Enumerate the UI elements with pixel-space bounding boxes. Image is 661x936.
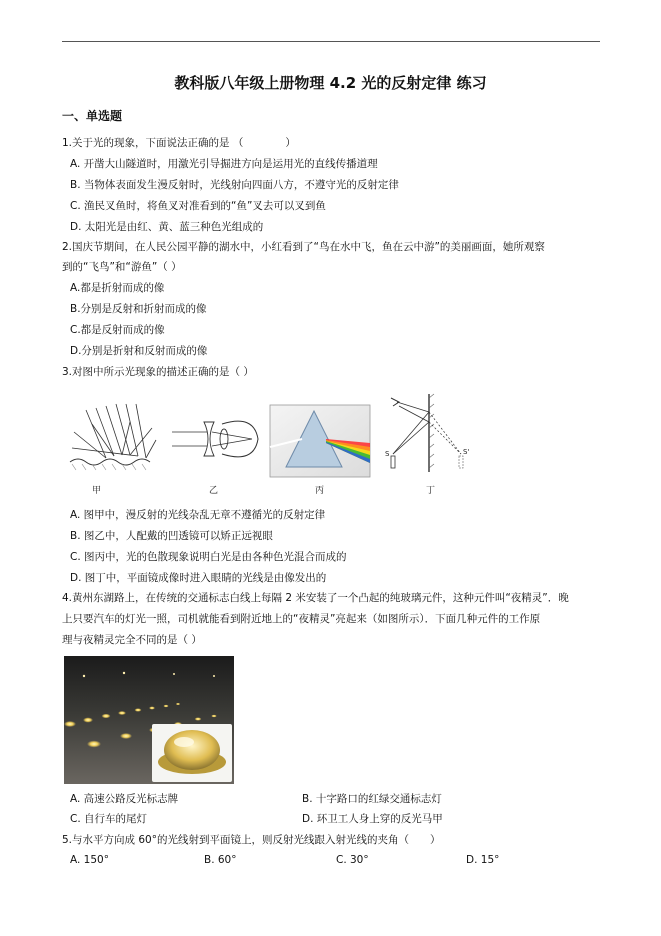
question-3-option-b: B. 图乙中，人配戴的凹透镜可以矫正远视眼	[70, 530, 273, 542]
question-2-option-a: A.都是折射而成的像	[70, 282, 165, 294]
question-1-stem: 1.关于光的现象，下面说法正确的是 （ ）	[62, 137, 296, 149]
eye-crystalline-lens	[220, 429, 228, 449]
incident-rays	[86, 404, 146, 458]
question-4-option-d: D. 环卫工人身上穿的反光马甲	[302, 813, 443, 825]
question-4-option-b: B. 十字路口的红绿交通标志灯	[302, 793, 442, 805]
light-rays	[172, 432, 252, 446]
question-3-stem: 3.对图中所示光现象的描述正确的是（ ）	[62, 366, 254, 378]
section-heading: 一、单选题	[62, 109, 123, 123]
concave-lens	[204, 422, 214, 456]
figure-label-yi: 乙	[209, 486, 219, 496]
figure-label-ding: 丁	[426, 486, 436, 496]
figure-plane-mirror	[385, 392, 475, 477]
header-rule	[62, 41, 600, 42]
question-3-option-c: C. 图丙中，光的色散现象说明白光是由各种色光混合而成的	[70, 551, 347, 563]
question-4-stem-line-3: 理与夜精灵完全不同的是（ ）	[62, 634, 202, 646]
question-1-option-d: D. 太阳光是由红、黄、蓝三种色光组成的	[70, 221, 264, 233]
question-2-option-c: C.都是反射而成的像	[70, 324, 165, 336]
eyeball	[222, 421, 258, 457]
figure-label-bing: 丙	[315, 486, 325, 496]
candle-object	[391, 456, 395, 468]
question-2-stem-line-1: 2.国庆节期间，在人民公园平静的湖水中，小红看到了“鸟在水中飞，鱼在云中游”的美丽画面，她所观察	[62, 241, 545, 253]
candle-image	[459, 456, 463, 468]
question-5-stem: 5.与水平方向成 60°的光线射到平面镜上，则反射光线跟入射光线的夹角（ ）	[62, 834, 441, 846]
question-3-option-d: D. 图丁中，平面镜成像时进入眼睛的光线是由像发出的	[70, 572, 327, 584]
question-2-option-d: D.分别是折射和反射而成的像	[70, 345, 208, 357]
figure-prism-dispersion	[270, 405, 370, 477]
worksheet-title: 教科版八年级上册物理 4.2 光的反射定律 练习	[174, 74, 487, 92]
reflector-dome	[164, 730, 220, 770]
figure-label-jia: 甲	[92, 486, 102, 496]
virtual-rays	[429, 412, 461, 454]
question-2-option-b: B.分别是反射和折射而成的像	[70, 303, 207, 315]
question-5-option-d: D. 15°	[466, 854, 500, 866]
question-3-option-a: A. 图甲中，漫反射的光线杂乱无章不遵循光的反射定律	[70, 509, 326, 521]
question-5-option-a: A. 150°	[70, 854, 109, 866]
mirror-hatching	[429, 394, 434, 468]
question-4-stem-line-2: 上只要汽车的灯光一照，司机就能看到附近地上的“夜精灵”亮起来（如图所示）．下面几种元件的工作原	[62, 613, 541, 625]
figure-eye-lens	[170, 410, 265, 470]
question-5-option-b: B. 60°	[204, 854, 237, 866]
question-4-option-a: A. 高速公路反光标志牌	[70, 793, 179, 805]
photo-road-reflectors	[64, 656, 234, 784]
question-4-stem-line-1: 4.黄州东湖路上，在传统的交通标志白线上每隔 2 米安装了一个凸起的纯玻璃元件，这种元件叫“夜精灵”．晚	[62, 592, 569, 604]
label-s-prime: S'	[463, 448, 470, 456]
question-1-option-a: A. 开凿大山隧道时，用激光引导掘进方向是运用光的直线传播道理	[70, 158, 378, 170]
question-5-option-c: C. 30°	[336, 854, 369, 866]
surface-hatching	[72, 464, 146, 470]
reflected-rays	[72, 422, 156, 458]
reflection-rays	[393, 402, 429, 454]
question-1-option-b: B. 当物体表面发生漫反射时，光线射向四面八方，不遵守光的反射定律	[70, 179, 399, 191]
question-2-stem-line-2: 到的“飞鸟”和“游鱼”（ ）	[62, 261, 182, 273]
question-1-option-c: C. 渔民叉鱼时，将鱼叉对准看到的“鱼”叉去可以叉到鱼	[70, 200, 326, 212]
dome-highlight	[174, 737, 194, 747]
label-s: S	[385, 450, 390, 458]
question-4-option-c: C. 自行车的尾灯	[70, 813, 148, 825]
figure-diffuse-reflection	[64, 400, 159, 480]
